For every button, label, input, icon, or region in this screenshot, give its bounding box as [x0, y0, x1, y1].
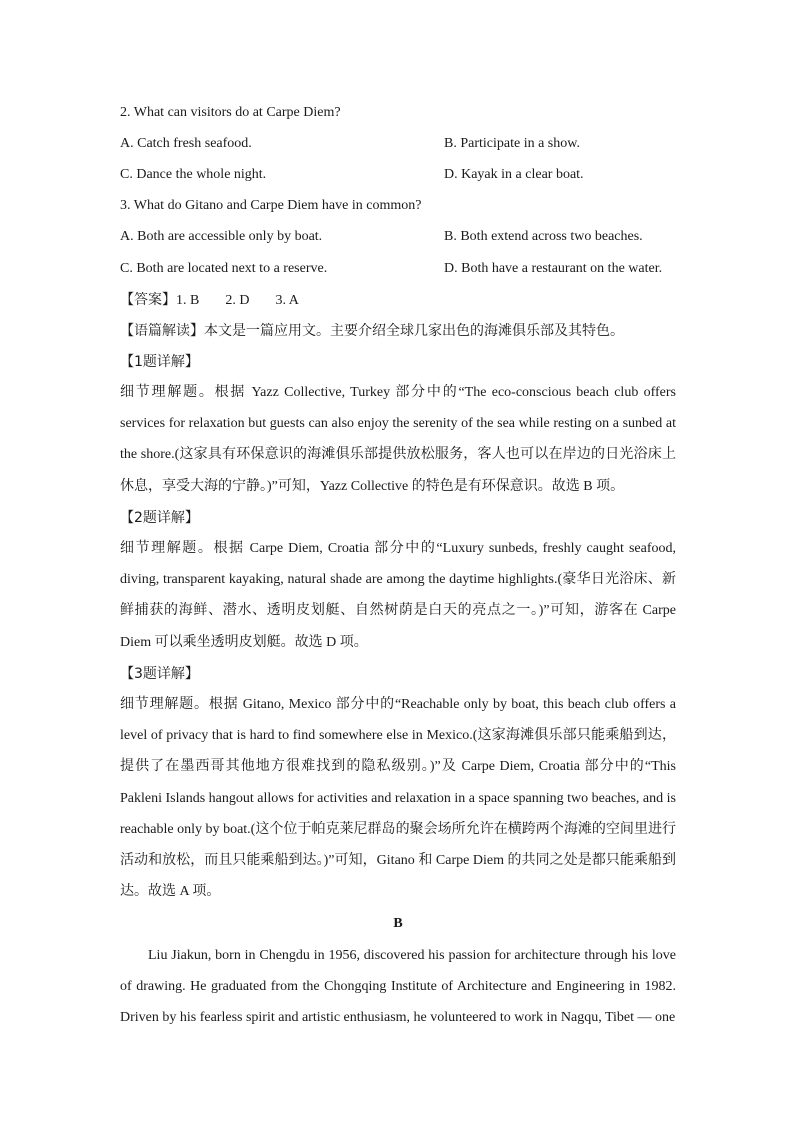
- question-2-option-a: A. Catch fresh seafood.: [120, 136, 252, 151]
- analysis-text: 本文是一篇应用文。主要介绍全球几家出色的海滩俱乐部及其特色。: [204, 323, 624, 339]
- question-3-option-c: C. Both are located next to a reserve.: [120, 261, 328, 276]
- answer-line: [120, 290, 676, 311]
- answer-item: 3. A: [275, 293, 299, 308]
- answer-item: 2. D: [225, 293, 250, 308]
- section-b-passage: Liu Jiakun, born in Chengdu in 1956, discovered his passion for architecture through his love of drawing. He graduated from the Chongqing Institute of Architecture and Engineering in 1982. Driven by his fearless spirit and artistic enthusiasm, he volunteered to work in Nagqu, Tibet — one: [120, 948, 676, 1026]
- question-3-stem: 3. What do Gitano and Carpe Diem have in common?: [120, 198, 422, 213]
- question-2-option-b: B. Participate in a show.: [444, 136, 580, 151]
- analysis-label: 【语篇解读】: [120, 323, 204, 339]
- section-b-heading: B: [393, 916, 403, 931]
- question-2-option-c: C. Dance the whole night.: [120, 167, 267, 182]
- detail-3-heading: 【3题详解】: [120, 666, 199, 682]
- detail-3-text: 细节理解题。根据 Gitano, Mexico 部分中的“Reachable only by boat, this beach club offers a level of privacy that is hard to find somewhere else in Mexico.(这家海滩俱乐部只能乘船到达，提供了在墨西哥其他地方很难找到的隐私级别。)”及 Carpe Diem, Croatia 部分中的“This Pakleni Islands hangout allows for activities and relaxation in a space spanning two beaches, and is reachable only by boat.(这个位于帕克莱尼群岛的聚会场所允许在横跨两个海滩的空间里进行活动和放松，而且只能乘船到达。)”可知，Gitano 和 Carpe Diem 的共同之处是都只能乘船到达。故选 A 项。: [120, 697, 676, 900]
- detail-2-text: 细节理解题。根据 Carpe Diem, Croatia 部分中的“Luxury sunbeds, freshly caught seafood, diving, transparent kayaking, natural shade are among the daytime highlights.(豪华日光浴床、新鲜捕获的海鲜、潜水、透明皮划艇、自然树荫是白天的亮点之一。)”可知，游客在 Carpe Diem 可以乘坐透明皮划艇。故选 D 项。: [120, 541, 676, 650]
- question-2-stem: 2. What can visitors do at Carpe Diem?: [120, 105, 341, 120]
- detail-1-heading: 【1题详解】: [120, 354, 199, 370]
- question-2-option-d: D. Kayak in a clear boat.: [444, 167, 584, 182]
- question-3-option-d: D. Both have a restaurant on the water.: [444, 261, 663, 276]
- detail-1-text: 细节理解题。根据 Yazz Collective, Turkey 部分中的“The eco-conscious beach club offers services for relaxation but guests can also enjoy the serenity of the sea while resting on a sunbed at the shore.(这家具有环保意识的海滩俱乐部提供放松服务，客人也可以在岸边的日光浴床上休息，享受大海的宁静。)”可知，Yazz Collective 的特色是有环保意识。故选 B 项。: [120, 385, 676, 494]
- detail-2-heading: 【2题详解】: [120, 510, 199, 526]
- answer-item: 1. B: [176, 293, 200, 308]
- question-3-option-b: B. Both extend across two beaches.: [444, 229, 643, 244]
- question-3-option-a: A. Both are accessible only by boat.: [120, 229, 323, 244]
- answer-label: 【答案】: [120, 292, 176, 308]
- analysis-line: [120, 321, 676, 342]
